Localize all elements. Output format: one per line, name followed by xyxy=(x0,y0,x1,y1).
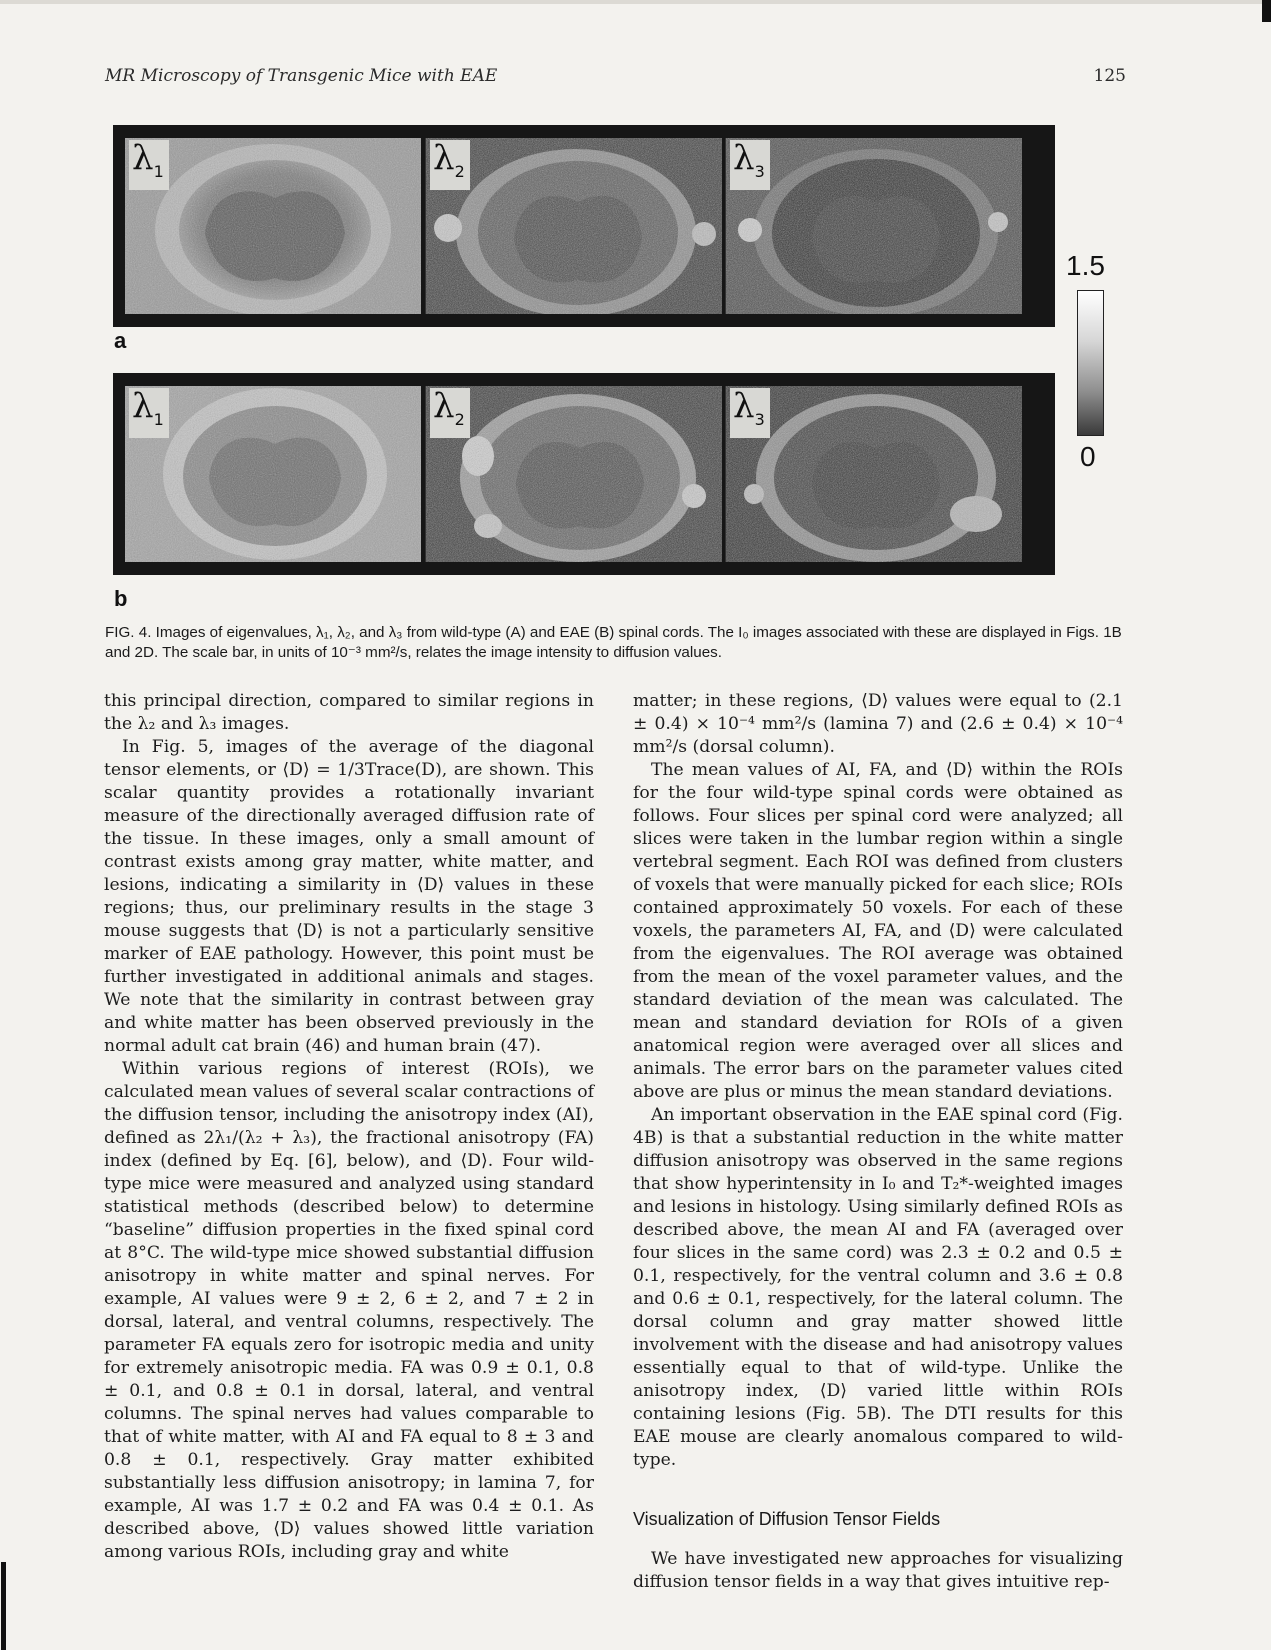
running-title: MR Microscopy of Transgenic Mice with EAE xyxy=(105,66,498,86)
eigenvalue-image-lambda3-eae xyxy=(725,386,1022,562)
eigenvalue-image-lambda1-eae xyxy=(125,386,421,562)
paragraph: We have investigated new approaches for visualizing diffusion tensor fields in a way that gives intuitive rep- xyxy=(633,1549,1123,1592)
eigenvalue-image-lambda3-wildtype xyxy=(725,138,1022,314)
spinal-cord-image xyxy=(726,138,1022,314)
paragraph: Within various regions of interest (ROIs), we calculated mean values of several scalar contractions of the diffusion tensor, including the anisotropy index (AI), defined as 2λ₁/(λ₂ + λ₃), the fractional anisotropy (FA) index (defined by Eq. [6], below), and ⟨D⟩. Four wild-type mice were measured and analyzed using standard statistical methods (described below) to determine “baseline” diffusion properties in the fixed spinal cord at 8°C. The wild-type mice showed substantial diffusion anisotropy in white matter and spinal nerves. For example, AI values were 9 ± 2, 6 ± 2, and 7 ± 2 in dorsal, lateral, and ventral columns, respectively. The parameter FA equals zero for isotropic media and unity for extremely anisotropic media. FA was 0.9 ± 0.1, 0.8 ± 0.1, and 0.8 ± 0.1 in dorsal, lateral, and ventral columns. The spinal nerves had values comparable to that of white matter, with AI and FA equal to 8 ± 3 and 0.8 ± 0.1, respectively. Gray matter exhibited substantially less diffusion anisotropy; in lamina 7, for example, AI was 1.7 ± 0.2 and FA was 0.4 ± 0.1. As described above, ⟨D⟩ values showed little variation among various ROIs, including gray and white xyxy=(104,1059,594,1562)
figure-caption: FIG. 4. Images of eigenvalues, λ₁, λ₂, and λ₃ from wild-type (A) and EAE (B) spinal cords. The I₀ images associated with these are displayed in Figs. 1B and 2D. The scale bar, in units of 10⁻³ mm²/s, relates the image intensity to diffusion values. xyxy=(105,624,1122,661)
spinal-cord-image xyxy=(726,386,1022,562)
section-heading: Visualization of Diffusion Tensor Fields xyxy=(633,1509,941,1529)
lambda-label: $\lambda_3$ xyxy=(730,140,770,190)
figure-panel-b xyxy=(113,373,1055,575)
lambda-label: $\lambda_2$ xyxy=(430,388,470,438)
running-head xyxy=(105,66,1126,86)
panel-letter-b: b xyxy=(114,586,128,611)
lambda-label: $\lambda_3$ xyxy=(730,388,770,438)
paragraph: matter; in these regions, ⟨D⟩ values were equal to (2.1 ± 0.4) × 10⁻⁴ mm²/s (lamina 7) and (2.6 ± 0.4) × 10⁻⁴ mm²/s (dorsal column). xyxy=(633,691,1123,757)
body-column-left xyxy=(104,690,594,1564)
scan-margin-mark xyxy=(1,1562,6,1650)
panel-letter-a: a xyxy=(114,328,127,353)
page-number: 125 xyxy=(1093,66,1126,86)
page-top-edge xyxy=(0,0,1271,4)
scan-edge-mark xyxy=(1262,0,1271,22)
lambda-label: $\lambda_1$ xyxy=(129,388,169,438)
scale-bar-max: 1.5 xyxy=(1066,250,1105,281)
eigenvalue-image-lambda2-wildtype xyxy=(425,138,722,314)
figure-panel-a xyxy=(113,125,1055,327)
paragraph: An important observation in the EAE spinal cord (Fig. 4B) is that a substantial reduction in the white matter diffusion anisotropy was observed in the same regions that show hyperintensity in I₀ and T₂*-weighted images and lesions in histology. Using similarly defined ROIs as described above, the mean AI and FA (averaged over four slices in the same cord) was 2.3 ± 0.2 and 0.5 ± 0.1, respectively, for the ventral column and 3.6 ± 0.8 and 0.6 ± 0.1, respectively, for the lateral column. The dorsal column and gray matter showed little involvement with the disease and had anisotropy values essentially equal to that of wild-type. Unlike the anisotropy index, ⟨D⟩ varied little within ROIs containing lesions (Fig. 5B). The DTI results for this EAE mouse are clearly anomalous compared to wild-type. xyxy=(633,1105,1123,1470)
scale-bar-min: 0 xyxy=(1080,441,1096,472)
paragraph: The mean values of AI, FA, and ⟨D⟩ within the ROIs for the four wild-type spinal cords were obtained as follows. Four slices per spinal cord were analyzed; all slices were taken in the lumbar region within a single vertebral segment. Each ROI was defined from clusters of voxels that were manually picked for each slice; ROIs contained approximately 50 voxels. For each of these voxels, the parameters AI, FA, and ⟨D⟩ were calculated from the eigenvalues. The ROI average was obtained from the mean of the voxel parameter values, and the standard deviation of the mean was calculated. The mean and standard deviation for ROIs of a given anatomical region were averaged over all slices and animals. The error bars on the parameter values cited above are plus or minus the mean standard deviations. xyxy=(633,760,1123,1102)
spinal-cord-image xyxy=(125,386,421,562)
eigenvalue-image-lambda1-wildtype xyxy=(125,138,421,314)
lambda-label: $\lambda_1$ xyxy=(129,140,169,190)
intensity-scale-bar xyxy=(1077,290,1104,436)
paragraph: this principal direction, compared to similar regions in the λ₂ and λ₃ images. xyxy=(104,691,594,734)
spinal-cord-image xyxy=(426,138,722,314)
eigenvalue-image-lambda2-eae xyxy=(425,386,722,562)
body-column-right xyxy=(633,690,1123,1594)
spinal-cord-image xyxy=(426,386,722,562)
lambda-label: $\lambda_2$ xyxy=(430,140,470,190)
paragraph: In Fig. 5, images of the average of the diagonal tensor elements, or ⟨D⟩ = 1/3Trace(D), are shown. This scalar quantity provides a rotationally invariant measure of the directionally averaged diffusion rate of the tissue. In these images, only a small amount of contrast exists among gray matter, white matter, and lesions, indicating a similarity in ⟨D⟩ values in these regions; thus, our preliminary results in the stage 3 mouse suggests that ⟨D⟩ is not a particularly sensitive marker of EAE pathology. However, this point must be further investigated in additional animals and stages. We note that the similarity in contrast between gray and white matter has been observed previously in the normal adult cat brain (46) and human brain (47). xyxy=(104,737,594,1056)
spinal-cord-image xyxy=(125,138,421,314)
